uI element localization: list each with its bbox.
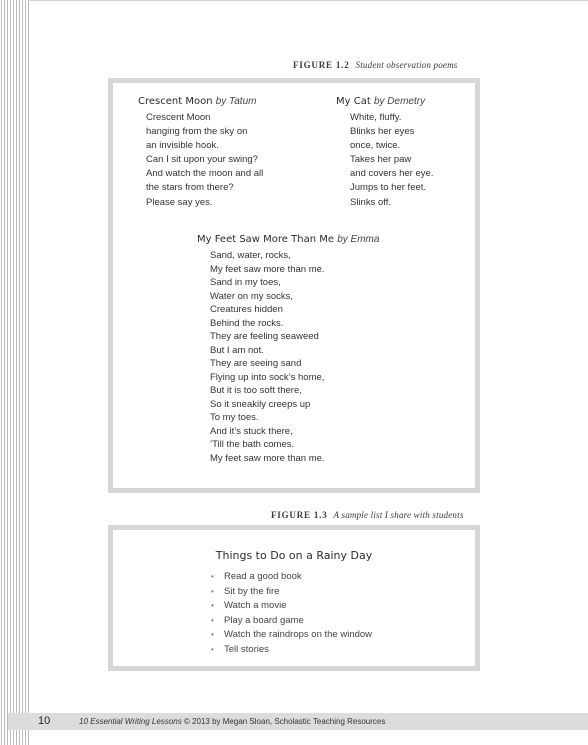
poem-lines (146, 111, 263, 210)
poem-line: Flying up into sock’s home, (210, 371, 325, 383)
poem-lines (210, 249, 379, 465)
copyright-text: © 2013 by Megan Sloan, Scholastic Teaching Resources (181, 717, 386, 726)
poem-line: To my toes. (210, 412, 259, 423)
figure-1-3-number: FIGURE 1.3 (271, 510, 328, 520)
figure-1-2-content (113, 83, 475, 488)
list-item-text: Play a board game (224, 614, 304, 626)
list-item (211, 585, 372, 600)
bullet-icon: • (211, 630, 214, 640)
bullet-icon: • (211, 601, 214, 611)
poem-line: Can I sit upon your swing? (146, 154, 258, 166)
figure-1-2-caption-text: Student observation poems (355, 60, 458, 70)
poem-line: And it’s stuck there, (210, 425, 293, 437)
poem-title-text: Crescent Moon (138, 96, 213, 107)
poem-line: My feet saw more than me. (210, 452, 325, 464)
poem-crescent-moon (138, 96, 263, 210)
page-top-rule (0, 0, 588, 1)
list-item-text: Tell stories (224, 643, 269, 655)
poem-line: Blinks her eyes (350, 126, 415, 138)
list-item (211, 599, 372, 614)
poem-line: Jumps to her feet. (350, 182, 427, 194)
list-item (211, 570, 372, 585)
poem-line: Sand, water, rocks, (210, 250, 291, 261)
list-item (211, 643, 372, 658)
poem-line: My feet saw more than me. (210, 263, 325, 275)
list-item (211, 614, 372, 629)
figure-1-3-box (108, 525, 480, 671)
list-item-text: Watch a movie (224, 600, 287, 612)
figure-1-3-caption (271, 510, 464, 520)
poem-line: So it sneakily creeps up (210, 398, 311, 410)
poem-byline: by Tatum (215, 96, 257, 107)
poem-byline: by Emma (337, 234, 380, 245)
poem-line: But I am not. (210, 344, 264, 356)
poem-byline: by Demetry (373, 96, 426, 107)
poem-title-text: My Feet Saw More Than Me (197, 234, 335, 245)
poem-line: ’Till the bath comes. (210, 439, 295, 450)
page-number: 10 (38, 715, 51, 727)
bullet-icon: • (211, 572, 214, 581)
poem-title-text: My Cat (336, 96, 371, 107)
bullet-icon: • (211, 586, 214, 596)
poem-line: an invisible hook. (146, 140, 219, 152)
list-item-text: Read a good book (224, 571, 302, 582)
poem-line: Takes her paw (350, 154, 412, 166)
list-item-text: Sit by the fire (224, 585, 280, 597)
poem-my-cat (336, 96, 433, 210)
poem-line: But it is too soft there, (210, 385, 302, 396)
margin-ruling (0, 0, 30, 745)
poem-line: Slinks off. (350, 196, 392, 208)
poem-line: hanging from the sky on (146, 126, 248, 138)
poem-line: Behind the rocks. (210, 317, 284, 329)
figure-1-2-box (108, 78, 480, 493)
footer-credit (79, 717, 385, 726)
page-footer (8, 713, 588, 730)
poem-title (138, 96, 263, 107)
bullet-icon: • (211, 644, 214, 654)
poem-line: Please say yes. (146, 196, 213, 208)
poem-title (336, 96, 433, 107)
poem-line: and covers her eye. (350, 168, 434, 180)
poem-line: They are seeing sand (210, 358, 302, 369)
poem-title (197, 234, 379, 245)
figure-1-3-content (113, 530, 475, 666)
list-item (211, 628, 372, 643)
poem-line: They are feeling seaweed (210, 331, 319, 342)
poem-line: Sand in my toes, (210, 277, 281, 288)
figure-1-2-number: FIGURE 1.2 (293, 60, 350, 70)
list-title: Things to Do on a Rainy Day (215, 549, 373, 562)
poem-my-feet (197, 234, 379, 465)
poem-line: Water on my socks, (210, 290, 294, 302)
poem-line: And watch the moon and all (146, 168, 264, 180)
list-item-text: Watch the raindrops on the window (224, 629, 373, 641)
book-title: 10 Essential Writing Lessons (79, 717, 182, 726)
poem-line: the stars from there? (146, 182, 234, 194)
poem-line: once, twice. (350, 140, 401, 152)
bullet-icon: • (211, 615, 214, 625)
poem-line: White, fluffy. (350, 112, 402, 123)
poem-line: Creatures hidden (210, 304, 283, 315)
poem-lines (350, 111, 433, 210)
poem-line: Crescent Moon (146, 112, 211, 123)
figure-1-3-caption-text: A sample list I share with students (333, 510, 464, 520)
rainy-day-list (211, 570, 372, 658)
figure-1-2-caption (293, 60, 458, 70)
